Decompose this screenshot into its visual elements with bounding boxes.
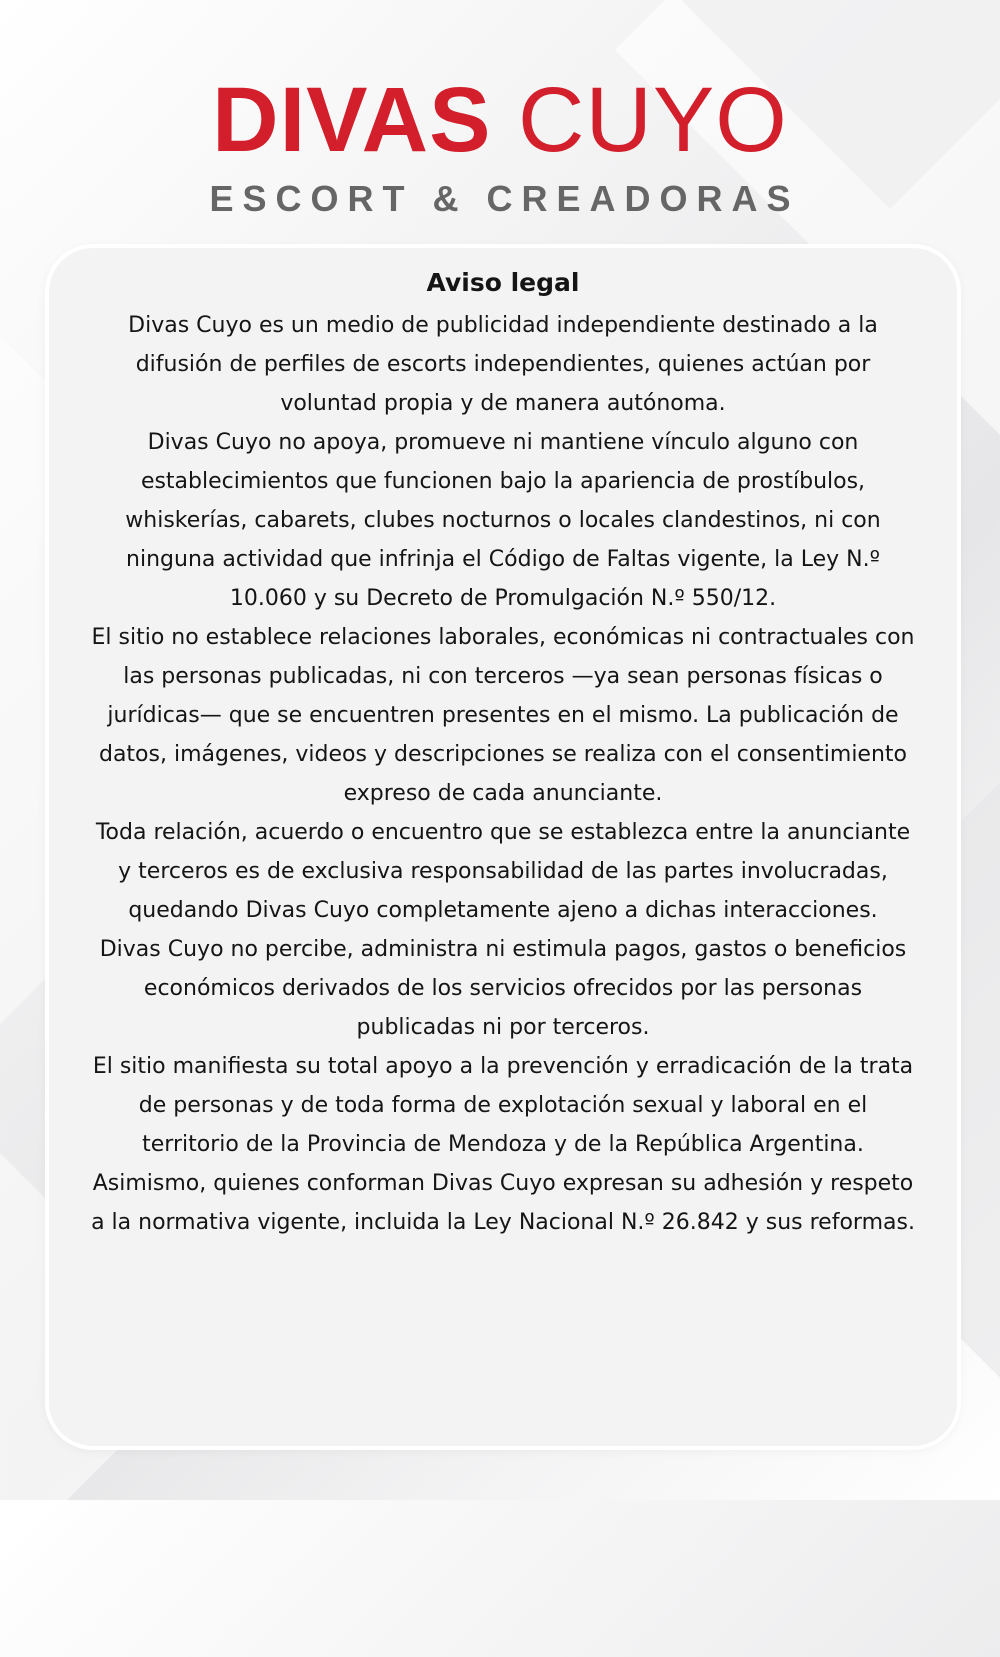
brand-tagline: ESCORT & CREADORAS xyxy=(209,178,800,219)
brand-header xyxy=(0,70,1000,220)
legal-paragraph: Divas Cuyo no percibe, administra ni estimula pagos, gastos o beneficios económicos derivados de los servicios ofrecidos por las personas publicadas ni por terceros. xyxy=(99,937,907,1040)
brand-logo xyxy=(0,70,1000,170)
legal-notice-title: Aviso legal xyxy=(426,268,580,297)
legal-paragraph: Asimismo, quienes conforman Divas Cuyo expresan su adhesión y respeto a la normativa vigente, incluida la Ley Nacional N.º 26.842 y sus reformas. xyxy=(91,1171,915,1235)
legal-paragraph: El sitio manifiesta su total apoyo a la prevención y erradicación de la trata de personas y de toda forma de explotación sexual y laboral en el territorio de la Provincia de Mendoza y de la República Argentina. xyxy=(92,1054,914,1157)
logo-word-cuyo: CUYO xyxy=(518,69,788,171)
legal-paragraph: Toda relación, acuerdo o encuentro que se establezca entre la anunciante y terceros es de exclusiva responsabilidad de las partes involucradas, quedando Divas Cuyo completamente ajeno a dichas interacciones. xyxy=(95,820,911,923)
logo-word-divas: DIVAS xyxy=(212,69,492,171)
legal-paragraph: Divas Cuyo no apoya, promueve ni mantiene vínculo alguno con establecimientos que funcionen bajo la apariencia de prostíbulos, whiskerías, cabarets, clubes nocturnos o locales clandestinos, ni con ninguna actividad que infrinja el Código de Faltas vigente, la Ley N.º 10.060 y su Decreto de Promulgación N.º 550/12. xyxy=(125,430,881,611)
legal-paragraph: Divas Cuyo es un medio de publicidad independiente destinado a la difusión de perfiles de escorts independientes, quienes actúan por voluntad propia y de manera autónoma. xyxy=(128,313,878,416)
legal-notice-card xyxy=(45,244,961,1450)
legal-notice-content xyxy=(89,260,917,1242)
legal-paragraph: El sitio no establece relaciones laborales, económicas ni contractuales con las personas publicadas, ni con terceros —ya sean personas físicas o jurídicas— que se encuentren presentes en el mismo. La publicación de datos, imágenes, videos y descripciones se realiza con el consentimiento expreso de cada anunciante. xyxy=(91,625,915,806)
